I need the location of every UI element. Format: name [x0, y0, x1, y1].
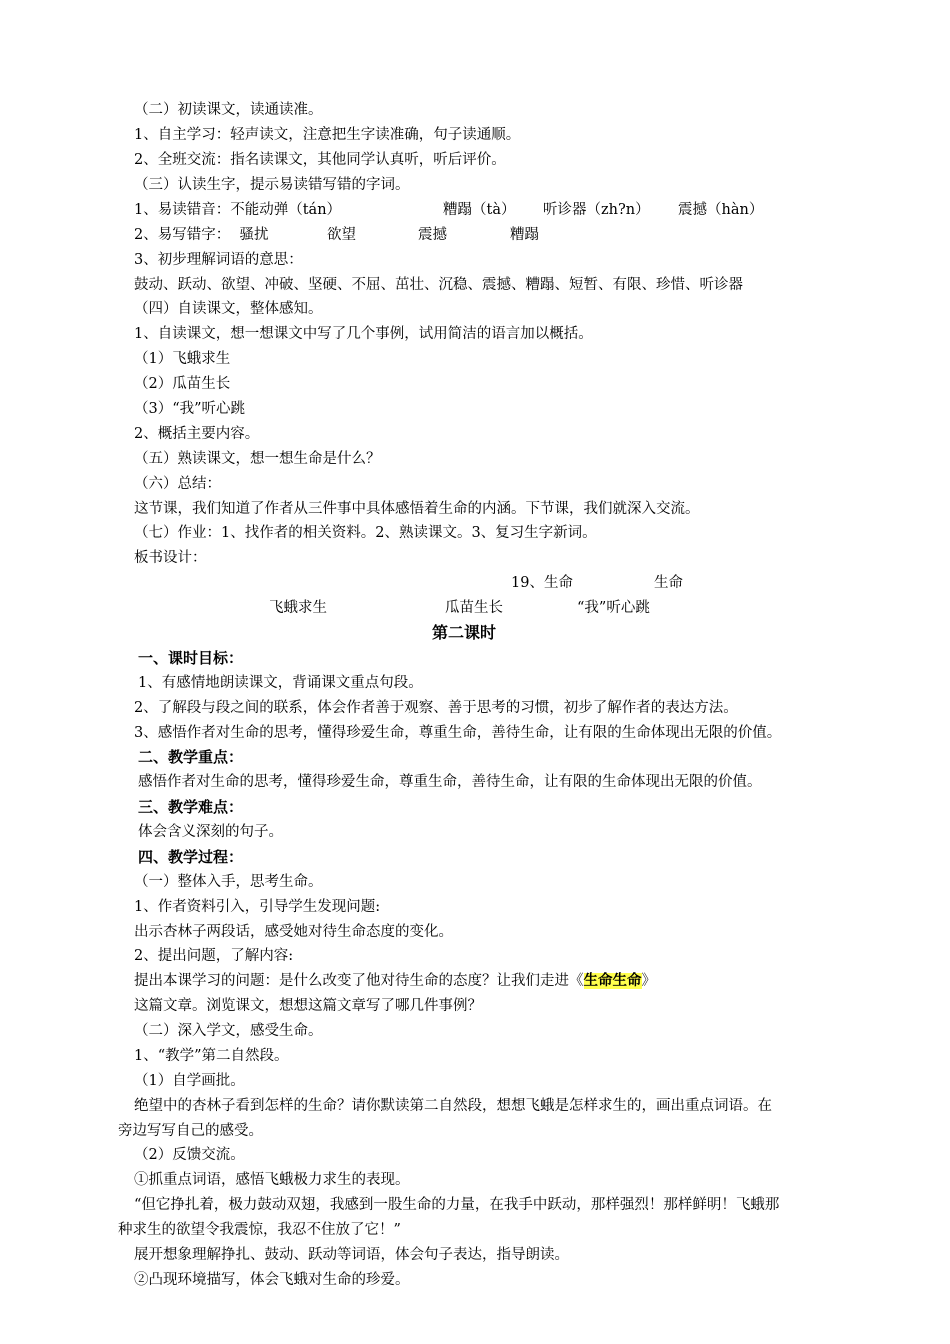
text-line: 体会含义深刻的句子。: [138, 824, 283, 840]
section-heading: （四）自读课文，整体感知。: [134, 301, 323, 317]
text-line: 欲望: [327, 227, 356, 243]
page-title: 第二课时: [432, 623, 497, 642]
board-item: 瓜苗生长: [445, 600, 503, 616]
text-line: 糟蹋（tà）: [443, 202, 516, 218]
board-title: 生命: [654, 575, 683, 591]
text-line: 旁边写写自己的感受。: [118, 1123, 263, 1139]
text-line: 震撼: [418, 227, 447, 243]
text-line: 1、自主学习：轻声读文，注意把生字读准确，句子读通顺。: [134, 127, 521, 143]
text-line: 展开想象理解挣扎、鼓动、跃动等词语，体会句子表达，指导朗读。: [134, 1247, 569, 1263]
text-line: 板书设计：: [134, 550, 207, 566]
text-line: 1、“教学”第二自然段。: [134, 1048, 289, 1064]
text-line: 这节课，我们知道了作者从三件事中具体感悟着生命的内涵。下节课，我们就深入交流。: [134, 501, 700, 517]
text-line: 出示杏林子两段话，感受她对待生命态度的变化。: [134, 924, 453, 940]
list-item: （2）瓜苗生长: [134, 376, 231, 392]
text-line: （2）反馈交流。: [134, 1147, 245, 1163]
text-line: 2、提出问题，了解内容:: [134, 948, 294, 964]
text-line: 鼓动、跃动、欲望、冲破、坚硬、不屈、茁壮、沉稳、震撼、糟蹋、短暂、有限、珍惜、听诊器: [134, 277, 743, 293]
text-line: 1、有感情地朗读课文，背诵课文重点句段。: [138, 675, 423, 691]
quote-line: “但它挣扎着，极力鼓动双翅，我感到一股生命的力量，在我手中跃动，那样强烈！那样鲜明！飞蛾那: [134, 1197, 780, 1213]
board-item: “我”听心跳: [577, 600, 650, 616]
board-item: 飞蛾求生: [269, 600, 327, 616]
text-line: 1、作者资料引入，引导学生发现问题:: [134, 899, 381, 915]
text-line: 这篇文章。浏览课文，想想这篇文章写了哪几件事例？: [134, 998, 482, 1014]
text-line: 绝望中的杏林子看到怎样的生命？请你默读第二自然段，想想飞蛾是怎样求生的，画出重点词语。在: [134, 1098, 772, 1114]
text-segment: 》: [641, 973, 656, 989]
board-title: 19、生命: [511, 575, 573, 591]
text-line: 1、自读课文，想一想课文中写了几个事例，试用简洁的语言加以概括。: [134, 326, 593, 342]
section-heading: 四、教学过程：: [138, 848, 244, 866]
text-line: 震撼（hàn）: [678, 202, 764, 218]
text-line: （1）自学画批。: [134, 1073, 245, 1089]
quote-line: 种求生的欲望令我震惊，我忍不住放了它！”: [118, 1222, 401, 1238]
text-line: 感悟作者对生命的思考，懂得珍爱生命，尊重生命，善待生命，让有限的生命体现出无限的价值。: [138, 774, 762, 790]
section-heading: （二）初读课文，读通读准。: [134, 102, 323, 118]
list-item: （1）飞蛾求生: [134, 351, 231, 367]
text-line: ②凸现环境描写，体会飞蛾对生命的珍爱。: [134, 1272, 410, 1288]
section-heading: （六）总结：: [134, 476, 221, 492]
text-line: 2、概括主要内容。: [134, 426, 260, 442]
text-line: 3、感悟作者对生命的思考，懂得珍爱生命，尊重生命，善待生命，让有限的生命体现出无限的价值。: [134, 725, 782, 741]
section-heading: （五）熟读课文，想一想生命是什么？: [134, 451, 381, 467]
text-line: 2、易写错字： 骚扰: [134, 227, 269, 243]
section-heading: （一）整体入手，思考生命。: [134, 874, 323, 890]
highlighted-title: 生命生命: [583, 973, 642, 989]
text-line: 2、了解段与段之间的联系，体会作者善于观察、善于思考的习惯，初步了解作者的表达方法。: [134, 700, 738, 716]
section-heading: （七）作业：1、找作者的相关资料。2、熟读课文。3、复习生字新词。: [134, 525, 597, 541]
section-heading: 三、教学难点：: [138, 798, 244, 816]
text-line: 听诊器（zh?n）: [543, 202, 650, 218]
section-heading: （三）认读生字，提示易读错写错的字词。: [134, 177, 410, 193]
text-line: 3、初步理解词语的意思：: [134, 252, 303, 268]
text-segment: 提出本课学习的问题：是什么改变了他对待生命的态度？让我们走进《: [134, 973, 584, 989]
section-heading: （二）深入学文，感受生命。: [134, 1023, 323, 1039]
section-heading: 二、教学重点：: [138, 748, 244, 766]
list-item: （3）“我”听心跳: [134, 401, 246, 417]
text-line: ①抓重点词语，感悟飞蛾极力求生的表现。: [134, 1172, 410, 1188]
text-line: 1、易读错音：不能动弹（tán）: [134, 202, 342, 218]
section-heading: 一、课时目标：: [138, 649, 244, 667]
text-line: [134, 971, 656, 991]
text-line: 2、全班交流：指名读课文，其他同学认真听，听后评价。: [134, 152, 506, 168]
text-line: 糟蹋: [510, 227, 539, 243]
